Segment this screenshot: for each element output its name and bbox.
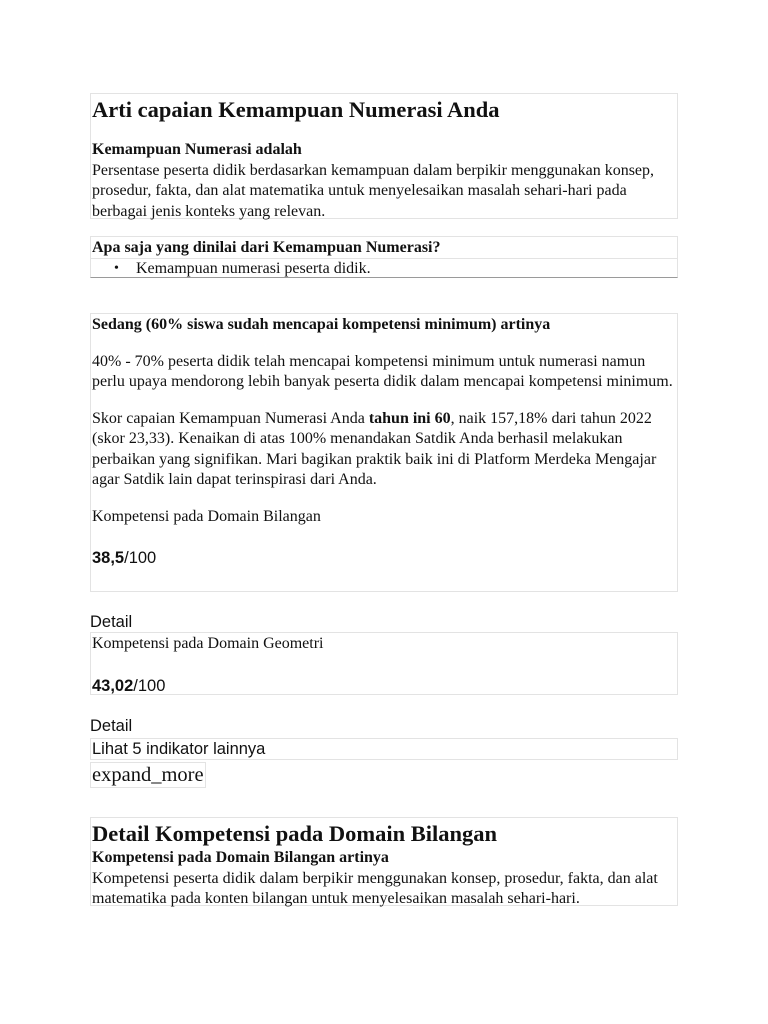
score-summary-suffix: , naik 157,18% dari tahun 2022 (skor 23,33). Kenaikan di atas 100% menandakan Satdik Anda berhasil melakukan perbaikan yang signifikan. Mari bagikan praktik baik ini di Platform Merdeka Mengajar agar Satdik lain dapat terinspirasi dari Anda. [92,409,657,488]
more-indicators-label: Lihat 5 indikator lainnya [92,740,266,758]
score-summary-highlight: tahun ini 60 [368,409,451,427]
domain-detail-title: Detail Kompetensi pada Domain Bilangan [92,821,498,846]
score-max: /100 [133,676,166,695]
assessed-question: Apa saja yang dinilai dari Kemampuan Numerasi? [91,237,677,259]
score-summary-prefix: Skor capaian Kemampuan Numerasi Anda [92,409,369,427]
competency-geometri-score [92,676,677,696]
domain-detail-card [90,817,678,906]
competency-bilangan-score [92,548,677,568]
domain-detail-text: Kompetensi peserta didik dalam berpikir menggunakan konsep, prosedur, fakta, dan alat matematika pada konten bilangan untuk menyelesaikan masalah sehari-hari. [92,869,658,907]
detail-link-geometri[interactable]: Detail [90,717,133,735]
definition-text: Persentase peserta didik berdasarkan kemampuan dalam berpikir menggunakan konsep, prosedur, fakta, dan alat matematika untuk menyelesaikan masalah sehari-hari pada berbagai jenis konteks yang relevan. [92,161,655,220]
assessed-list [91,259,677,279]
level-description: 40% - 70% peserta didik telah mencapai kompetensi minimum untuk numerasi namun perlu upaya mendorong lebih banyak peserta didik dalam mencapai kompetensi minimum. [92,352,673,390]
score-max: /100 [124,549,157,567]
score-summary [92,409,677,491]
level-heading: Sedang (60% siswa sudah mencapai kompetensi minimum) artinya [92,316,551,333]
score-value: 38,5 [92,549,125,567]
score-value: 43,02 [92,676,134,695]
competency-bilangan-label: Kompetensi pada Domain Bilangan [92,507,321,525]
expand-more-icon[interactable]: expand_more [92,764,204,786]
assessed-items-card [90,236,678,278]
competency-geometri-label: Kompetensi pada Domain Geometri [92,635,324,652]
more-indicators-link[interactable] [90,738,678,760]
page-title: Arti capaian Kemampuan Numerasi Anda [92,97,500,122]
bullet-icon: • [114,261,119,276]
list-item: Kemampuan numerasi peserta didik. [136,260,371,277]
domain-detail-subtitle: Kompetensi pada Domain Bilangan artinya [92,849,389,866]
definition-heading: Kemampuan Numerasi adalah [92,141,302,158]
numeracy-meaning-card [90,93,678,219]
result-card [90,313,678,592]
geometry-card [90,632,678,695]
detail-link-bilangan[interactable]: Detail [90,613,133,631]
